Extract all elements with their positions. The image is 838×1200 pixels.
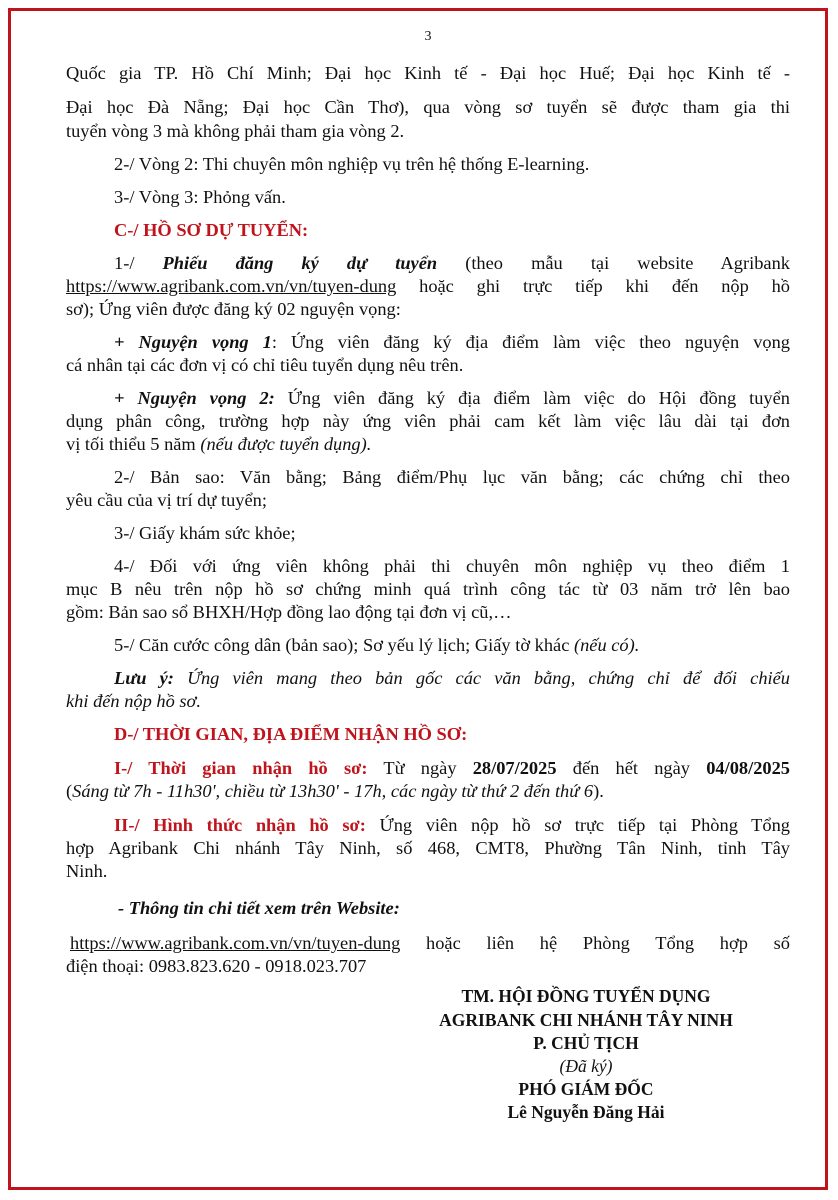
- item4-line-1: 4-/ Đối với ứng viên không phải thi chuyên môn nghiệp vụ theo điểm 1: [114, 556, 790, 576]
- nv2-text: Ứng viên đăng ký địa điểm làm việc do Hội đồng tuyển: [274, 388, 790, 408]
- form-line-3: Ninh.: [66, 861, 108, 881]
- page-number: 3: [424, 29, 432, 44]
- form-label: II-/ Hình thức nhận hồ sơ:: [114, 815, 366, 835]
- nv2-label: + Nguyện vọng 2:: [114, 388, 275, 408]
- item5-text: 5-/ Căn cước công dân (bản sao); Sơ yếu lý lịch; Giấy tờ khác: [114, 635, 574, 655]
- signature-council: TM. HỘI ĐỒNG TUYỂN DỤNG: [461, 986, 711, 1006]
- note-line-1: [114, 667, 790, 690]
- item4-line-3: gồm: Bản sao sổ BHXH/Hợp đồng lao động tại đơn vị cũ,…: [66, 602, 512, 622]
- round-2: 2-/ Vòng 2: Thi chuyên môn nghiệp vụ trên hệ thống E-learning.: [114, 154, 590, 174]
- nv2-line-3-italic: (nếu được tuyển dụng).: [200, 434, 372, 454]
- intro-line-2: Đại học Đà Nẵng; Đại học Cần Thơ), qua vòng sơ tuyển sẽ được tham gia thi: [66, 97, 790, 117]
- intro-line-1: Quốc gia TP. Hồ Chí Minh; Đại học Kinh tế - Đại học Huế; Đại học Kinh tế -: [66, 63, 790, 83]
- form-line-2: hợp Agribank Chi nhánh Tây Ninh, số 468, CMT8, Phường Tân Ninh, tỉnh Tây: [66, 838, 790, 858]
- nv2-line-3: [66, 433, 790, 456]
- time-start-date: 28/07/2025: [472, 758, 557, 778]
- item5: [114, 634, 639, 657]
- section-d-heading: D-/ THỜI GIAN, ĐỊA ĐIỂM NHẬN HỒ SƠ:: [114, 724, 468, 744]
- website-link[interactable]: https://www.agribank.com.vn/vn/tuyen-dung: [70, 933, 401, 953]
- hours-line: [66, 780, 790, 803]
- signature-position: PHÓ GIÁM ĐỐC: [518, 1079, 654, 1099]
- nv1-label: + Nguyện vọng 1: [114, 332, 272, 352]
- time-label: I-/ Thời gian nhận hồ sơ:: [114, 758, 368, 778]
- signature-signed: (Đã ký): [559, 1056, 613, 1076]
- website-line: [70, 932, 790, 955]
- item2-line-2: yêu cầu của vị trí dự tuyển;: [66, 490, 267, 510]
- item2-line-1: 2-/ Bản sao: Văn bằng; Bảng điểm/Phụ lục văn bằng; các chứng chỉ theo: [114, 467, 790, 487]
- phone-line: điện thoại: 0983.823.620 - 0918.023.707: [66, 956, 367, 976]
- item1-after-url: hoặc ghi trực tiếp khi đến nộp hồ: [396, 276, 790, 296]
- note-line-2: khi đến nộp hồ sơ.: [66, 691, 201, 711]
- website-label: - Thông tin chi tiết xem trên Website:: [118, 898, 400, 918]
- website-after: hoặc liên hệ Phòng Tổng hợp số: [400, 933, 790, 953]
- signature-name: Lê Nguyễn Đăng Hải: [507, 1102, 665, 1122]
- nv2-line-2: dụng phân công, trường hợp này ứng viên phải cam kết làm việc lâu dài tại đơn: [66, 411, 790, 431]
- item1-prefix: 1-/: [114, 253, 163, 273]
- item5-italic: (nếu có).: [573, 635, 640, 655]
- nv1-line-1: [114, 331, 790, 354]
- nv1-line-2: cá nhân tại các đơn vị có chỉ tiêu tuyển dụng nêu trên.: [66, 355, 464, 375]
- item4-line-2: mục B nêu trên nộp hồ sơ chứng minh quá trình công tác từ 03 năm trở lên bao: [66, 579, 790, 599]
- item1-line-2: [66, 275, 790, 298]
- item3: 3-/ Giấy khám sức khỏe;: [114, 523, 296, 543]
- hours-text: Sáng từ 7h - 11h30', chiều từ 13h30' - 17h, các ngày từ thứ 2 đến thứ 6: [72, 781, 594, 801]
- form-line-1: [114, 814, 790, 837]
- intro-line-3: tuyển vòng 3 mà không phải tham gia vòng 2.: [66, 121, 405, 141]
- agribank-link[interactable]: https://www.agribank.com.vn/vn/tuyen-dung: [66, 276, 397, 296]
- nv2-line-1: [114, 387, 790, 410]
- section-c-heading: C-/ HỒ SƠ DỰ TUYỂN:: [114, 220, 309, 240]
- time-end-date: 04/08/2025: [706, 758, 790, 778]
- nv1-text: : Ứng viên đăng ký địa điểm làm việc theo nguyện vọng: [271, 332, 790, 352]
- hours-open-paren: (: [66, 781, 73, 801]
- item1-line-3: sơ); Ứng viên được đăng ký 02 nguyện vọng:: [66, 299, 401, 319]
- form-text: Ứng viên nộp hồ sơ trực tiếp tại Phòng Tổng: [365, 815, 790, 835]
- time-line: [114, 757, 790, 780]
- time-to: đến hết ngày: [556, 758, 707, 778]
- signature-branch: AGRIBANK CHI NHÁNH TÂY NINH: [439, 1010, 733, 1030]
- hours-close-paren: ).: [593, 781, 604, 801]
- item1-title: Phiếu đăng ký dự tuyển: [162, 253, 438, 273]
- time-from: Từ ngày: [367, 758, 473, 778]
- round-3: 3-/ Vòng 3: Phỏng vấn.: [114, 187, 286, 207]
- signature-title: P. CHỦ TỊCH: [533, 1033, 639, 1053]
- note-label: Lưu ý:: [114, 668, 174, 688]
- item1-line-1: [114, 252, 790, 275]
- item1-rest: (theo mẫu tại website Agribank: [437, 253, 790, 273]
- note-text: Ứng viên mang theo bản gốc các văn bằng, chứng chỉ để đối chiếu: [173, 668, 790, 688]
- nv2-line-3-text: vị tối thiểu 5 năm: [66, 434, 201, 454]
